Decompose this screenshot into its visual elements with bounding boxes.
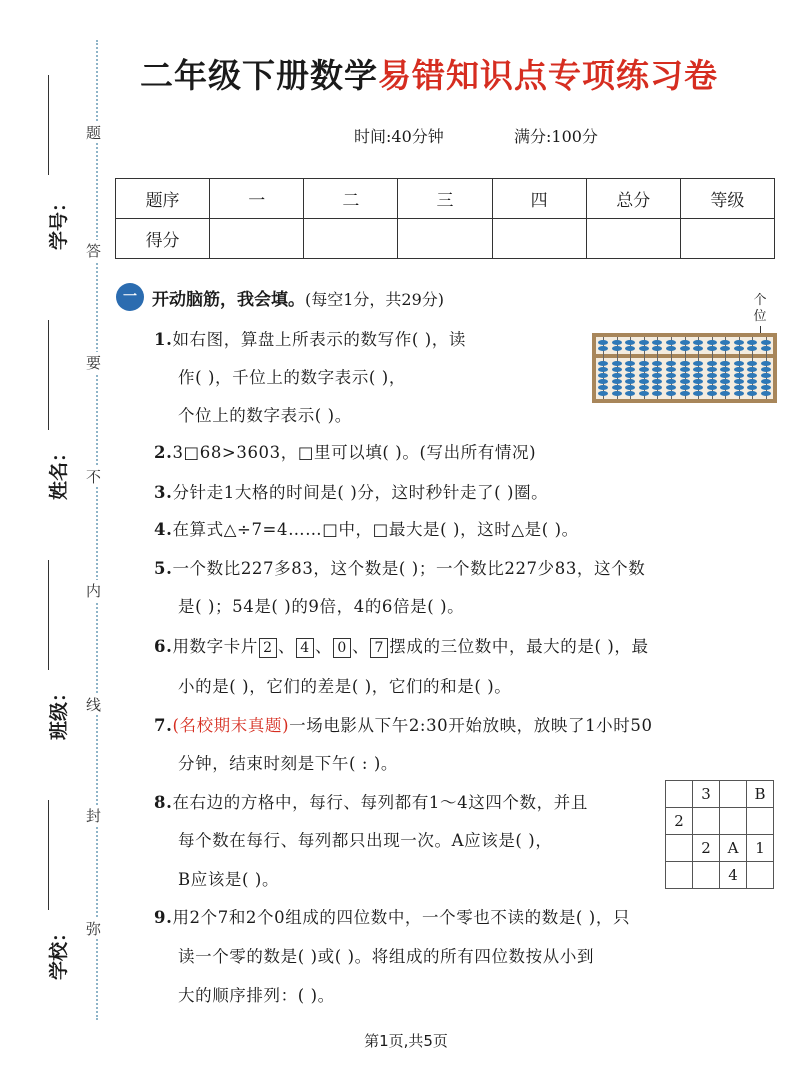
score-row-label: 得分 (116, 219, 210, 259)
abacus-label-top: 个 (753, 293, 767, 308)
question-text: 在算式△÷7=4……□中，□最大是( )，这时△是( )。 (172, 520, 579, 539)
abacus-bead (625, 367, 635, 372)
abacus-bead (652, 385, 662, 390)
abacus-bead (612, 346, 622, 351)
abacus-bead (652, 391, 662, 396)
abacus-bead (666, 385, 676, 390)
question-text: 3□68>3603，□里可以填( )。(写出所有情况) (172, 443, 537, 462)
abacus-bead (625, 340, 635, 345)
abacus-bead (707, 367, 717, 372)
question-text: 用数字卡片 (172, 637, 258, 656)
latin-square-grid (665, 780, 774, 889)
abacus-bead (612, 361, 622, 366)
question-9-line-3: 大的顺序排列：( )。 (178, 986, 335, 1005)
grid-cell (747, 808, 774, 835)
grid-row (666, 835, 774, 862)
score-header-cell: 题序 (116, 179, 210, 219)
number-card: 2 (259, 638, 277, 658)
score-table-score-row (116, 219, 775, 259)
question-5-line-1 (154, 557, 645, 581)
page-title (140, 50, 718, 97)
abacus-bead (707, 385, 717, 390)
question-9-line-2: 读一个零的数是( )或( )。将组成的所有四位数按从小到 (178, 947, 595, 966)
abacus-bead (639, 346, 649, 351)
question-6-line-2: 小的是( )，它们的差是( )，它们的和是( )。 (178, 677, 512, 696)
question-text: 一场电影从下午2:30开始放映，放映了1小时50 (289, 716, 653, 735)
grid-cell: A (720, 835, 747, 862)
grid-cell (666, 862, 693, 889)
abacus-bead (734, 391, 744, 396)
abacus-bead (734, 340, 744, 345)
abacus-bead (734, 361, 744, 366)
score-header-cell: 等级 (680, 179, 774, 219)
question-1-line-2: 作( )，千位上的数字表示( )， (178, 368, 406, 387)
abacus-bead (720, 379, 730, 384)
grid-cell (666, 835, 693, 862)
abacus-bead (652, 361, 662, 366)
abacus-bead (666, 367, 676, 372)
class-line[interactable] (48, 560, 49, 670)
abacus-bead (693, 346, 703, 351)
student-id-line[interactable] (48, 75, 49, 175)
abacus-bead (693, 340, 703, 345)
abacus-bead (707, 340, 717, 345)
abacus-bead (680, 385, 690, 390)
abacus-bead (761, 385, 771, 390)
abacus-bead (639, 361, 649, 366)
abacus-bead (734, 379, 744, 384)
abacus-bead (612, 385, 622, 390)
abacus-bead (693, 379, 703, 384)
number-card: 4 (296, 638, 314, 658)
abacus-bead (720, 361, 730, 366)
score-cell[interactable] (492, 219, 586, 259)
seal-char: 答 (86, 242, 102, 260)
abacus-bead (747, 391, 757, 396)
abacus-bead (652, 373, 662, 378)
class-label: 班级： (48, 682, 70, 740)
abacus-bead (612, 391, 622, 396)
abacus-bead (707, 373, 717, 378)
abacus-bead (666, 346, 676, 351)
grid-cell: 2 (693, 835, 720, 862)
score-header-cell: 一 (210, 179, 304, 219)
abacus-bead (625, 346, 635, 351)
abacus-bead (693, 385, 703, 390)
question-8-line-1 (154, 791, 588, 815)
grid-cell (666, 781, 693, 808)
abacus-bead (761, 346, 771, 351)
abacus-bead (625, 385, 635, 390)
page-number: 第1页,共5页 (364, 1032, 448, 1050)
seal-char: 要 (86, 354, 102, 372)
question-number: 6. (154, 637, 173, 656)
question-number: 9. (154, 908, 173, 927)
abacus-bead (652, 340, 662, 345)
question-4 (154, 518, 579, 542)
abacus-label-bottom: 位 (753, 309, 767, 324)
seal-char: 线 (86, 696, 102, 714)
question-8-line-3: B应该是( )。 (178, 870, 280, 889)
abacus-bead (612, 340, 622, 345)
abacus-bead (693, 367, 703, 372)
question-5-line-2: 是( )；54是( )的9倍，4的6倍是( )。 (178, 597, 465, 616)
question-text: 一个数比227多83，这个数是( )；一个数比227少83，这个数 (172, 559, 646, 578)
abacus-bead (598, 391, 608, 396)
school-label: 学校： (48, 922, 70, 980)
question-text: 在右边的方格中，每行、每列都有1～4这四个数，并且 (172, 793, 588, 812)
abacus-bead (639, 379, 649, 384)
abacus-bead (639, 373, 649, 378)
abacus-bead (652, 379, 662, 384)
question-9-line-1 (154, 906, 630, 930)
seal-char: 内 (86, 582, 102, 600)
abacus-image (592, 333, 777, 403)
seal-char: 封 (86, 807, 102, 825)
grid-cell (720, 808, 747, 835)
number-card: 7 (370, 638, 388, 658)
question-number: 5. (154, 559, 173, 578)
grid-cell: 4 (720, 862, 747, 889)
abacus-bead (639, 340, 649, 345)
school-line[interactable] (48, 800, 49, 910)
abacus-bead (666, 340, 676, 345)
binding-margin (0, 0, 115, 1088)
abacus-bead (734, 373, 744, 378)
score-header-cell: 三 (398, 179, 492, 219)
abacus-bead (747, 340, 757, 345)
question-number: 7. (154, 716, 173, 735)
question-3 (154, 481, 548, 505)
section-title-text: 开动脑筋，我会填。 (152, 290, 305, 310)
question-number: 4. (154, 520, 173, 539)
abacus-bead (747, 367, 757, 372)
abacus-bead (666, 379, 676, 384)
grid-row (666, 781, 774, 808)
question-7-line-1 (154, 714, 653, 738)
abacus-bead (747, 373, 757, 378)
seal-dotted-line (96, 40, 98, 1020)
abacus-bead (666, 361, 676, 366)
abacus-bead (693, 373, 703, 378)
abacus-bead (598, 346, 608, 351)
abacus-bead (707, 391, 717, 396)
abacus-bead (720, 385, 730, 390)
grid-cell (693, 862, 720, 889)
score-header-cell: 二 (304, 179, 398, 219)
title-highlight: 易错知识点专项练习卷 (378, 56, 718, 95)
abacus-bead (761, 391, 771, 396)
question-2 (154, 441, 536, 465)
seal-char: 题 (86, 124, 102, 142)
abacus-bead (612, 379, 622, 384)
abacus-bead (747, 346, 757, 351)
score-cell[interactable] (398, 219, 492, 259)
section-note: (每空1分，共29分) (305, 290, 445, 309)
seal-char: 弥 (86, 920, 102, 938)
title-main: 二年级下册数学 (140, 56, 378, 95)
abacus-bead (680, 367, 690, 372)
time-limit: 时间:40分钟 (354, 127, 444, 146)
abacus-bead (707, 361, 717, 366)
question-number: 2. (154, 443, 173, 462)
question-source-tag: (名校期末真题) (172, 716, 290, 735)
grid-cell (747, 862, 774, 889)
section-badge: 一 (116, 283, 144, 311)
grid-cell: 3 (693, 781, 720, 808)
abacus-bead (747, 385, 757, 390)
abacus-bead (639, 391, 649, 396)
abacus-bead (720, 367, 730, 372)
grid-cell (720, 781, 747, 808)
abacus-bead (734, 346, 744, 351)
abacus-bead (639, 367, 649, 372)
score-header-cell: 四 (492, 179, 586, 219)
name-label: 姓名： (48, 442, 70, 500)
score-header-cell: 总分 (586, 179, 680, 219)
question-8-line-2: 每个数在每行、每列都只出现一次。A应该是( )， (178, 831, 553, 850)
abacus-bead (625, 379, 635, 384)
abacus-bead (761, 340, 771, 345)
question-number: 3. (154, 483, 173, 502)
abacus-bead (761, 379, 771, 384)
question-number: 8. (154, 793, 173, 812)
question-6-line-1: 6.用数字卡片 2 、 4 、 0 、 7 摆成的三位数中，最大的是( )，最 (154, 637, 649, 656)
score-cell[interactable] (304, 219, 398, 259)
abacus-bead (761, 361, 771, 366)
abacus-bead (761, 373, 771, 378)
abacus-bead (652, 346, 662, 351)
question-text: 摆成的三位数中，最大的是( )，最 (389, 637, 649, 656)
abacus-bead (680, 373, 690, 378)
abacus-bead (625, 391, 635, 396)
question-number: 1. (154, 330, 173, 349)
abacus-bead (652, 367, 662, 372)
question-1-line-3: 个位上的数字表示( )。 (178, 406, 352, 425)
score-table (115, 178, 775, 259)
question-7-line-2: 分钟，结束时刻是下午( : )。 (178, 754, 399, 773)
abacus-bead (598, 361, 608, 366)
abacus-bead (598, 367, 608, 372)
abacus-bead (680, 379, 690, 384)
abacus-bead (598, 340, 608, 345)
seal-char: 不 (86, 468, 102, 486)
abacus-bead (625, 373, 635, 378)
abacus-bead (680, 346, 690, 351)
score-cell[interactable] (586, 219, 680, 259)
abacus-bead (734, 385, 744, 390)
abacus-bead (680, 391, 690, 396)
student-id-label: 学号： (48, 192, 70, 250)
grid-row (666, 862, 774, 889)
grid-cell: B (747, 781, 774, 808)
abacus-bead (761, 367, 771, 372)
abacus-bead (625, 361, 635, 366)
name-line[interactable] (48, 320, 49, 430)
abacus-label (752, 293, 768, 325)
score-cell[interactable] (210, 219, 304, 259)
abacus-bead (707, 379, 717, 384)
abacus-bead (693, 361, 703, 366)
abacus-bead (734, 367, 744, 372)
score-cell[interactable] (680, 219, 774, 259)
abacus-bead (666, 373, 676, 378)
abacus-bead (598, 385, 608, 390)
abacus-bead (720, 346, 730, 351)
question-text: 分针走1大格的时间是( )分，这时秒针走了( )圈。 (172, 483, 549, 502)
abacus-bead (693, 391, 703, 396)
grid-cell: 2 (666, 808, 693, 835)
question-text: 如右图，算盘上所表示的数写作( )，读 (172, 330, 466, 349)
grid-row (666, 808, 774, 835)
full-score: 满分:100分 (514, 127, 598, 146)
abacus-bead (680, 361, 690, 366)
section-title (152, 285, 444, 310)
abacus-bead (747, 379, 757, 384)
abacus-bead (666, 391, 676, 396)
abacus-bead (720, 391, 730, 396)
question-1-line-1 (154, 328, 466, 352)
abacus-bead (612, 373, 622, 378)
score-table-header-row (116, 179, 775, 219)
number-card: 0 (333, 638, 351, 658)
abacus-bead (720, 373, 730, 378)
abacus-bead (747, 361, 757, 366)
abacus-bead (598, 373, 608, 378)
abacus-bead (680, 340, 690, 345)
abacus-bead (598, 379, 608, 384)
abacus-bead (612, 367, 622, 372)
grid-cell: 1 (747, 835, 774, 862)
abacus-bead (720, 340, 730, 345)
abacus-bead (639, 385, 649, 390)
abacus-bead (707, 346, 717, 351)
grid-cell (693, 808, 720, 835)
question-text: 用2个7和2个0组成的四位数中，一个零也不读的数是( )，只 (172, 908, 631, 927)
